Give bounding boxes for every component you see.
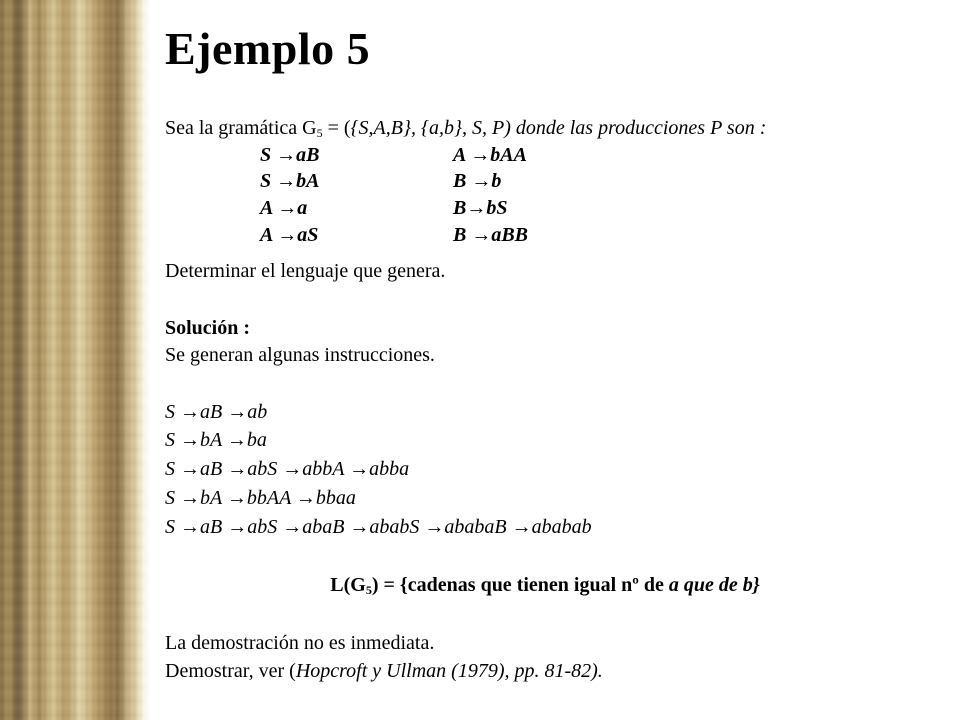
decorative-side-band (0, 0, 150, 720)
grammar-tuple: {S,A,B}, {a,b}, S, P) donde las producciones P son : (350, 117, 767, 139)
derivation-line: S →bA →bbAA →bbaa (165, 487, 356, 509)
language-subscript: 5 (365, 583, 372, 597)
grammar-subscript: 5 (316, 126, 323, 140)
production-left: A →a (260, 197, 308, 219)
side-band-fade (138, 0, 156, 720)
production-right: A →bAA (453, 144, 527, 166)
language-prefix: L(G (330, 574, 366, 596)
language-middle: ) = {cadenas que tienen igual nº de (371, 574, 669, 596)
language-italic: a que de b} (668, 574, 760, 596)
derivation-line: S →bA →ba (165, 429, 267, 451)
solution-heading: Solución : (165, 317, 251, 339)
closing-line-2 (165, 658, 603, 684)
grammar-prefix: Sea la gramática G (165, 117, 317, 139)
solution-intro: Se generan algunas instrucciones. (165, 344, 435, 366)
production-left: S →aB (260, 144, 320, 166)
grammar-definition (165, 115, 766, 141)
production-right: B →aBB (453, 224, 529, 246)
closing-reference: Hopcroft y Ullman (1979), pp. 81-82). (295, 660, 603, 682)
task-statement: Determinar el lenguaje que genera. (165, 260, 446, 282)
production-left: S →bA (260, 170, 320, 192)
production-right: B →b (453, 170, 502, 192)
closing-prefix: Demostrar, ver ( (165, 660, 296, 682)
slide-title: Ejemplo 5 (165, 23, 371, 74)
production-left: A →aS (260, 224, 319, 246)
production-right: B→bS (453, 197, 508, 219)
derivation-line: S →aB →ab (165, 401, 268, 423)
derivation-line: S →aB →abS →abbA →abba (165, 458, 410, 480)
grammar-equals: = ( (322, 117, 351, 139)
language-result (165, 572, 925, 598)
derivation-line: S →aB →abS →abaB →ababS →ababaB →ababab (165, 516, 592, 538)
closing-line-1: La demostración no es inmediata. (165, 632, 435, 654)
